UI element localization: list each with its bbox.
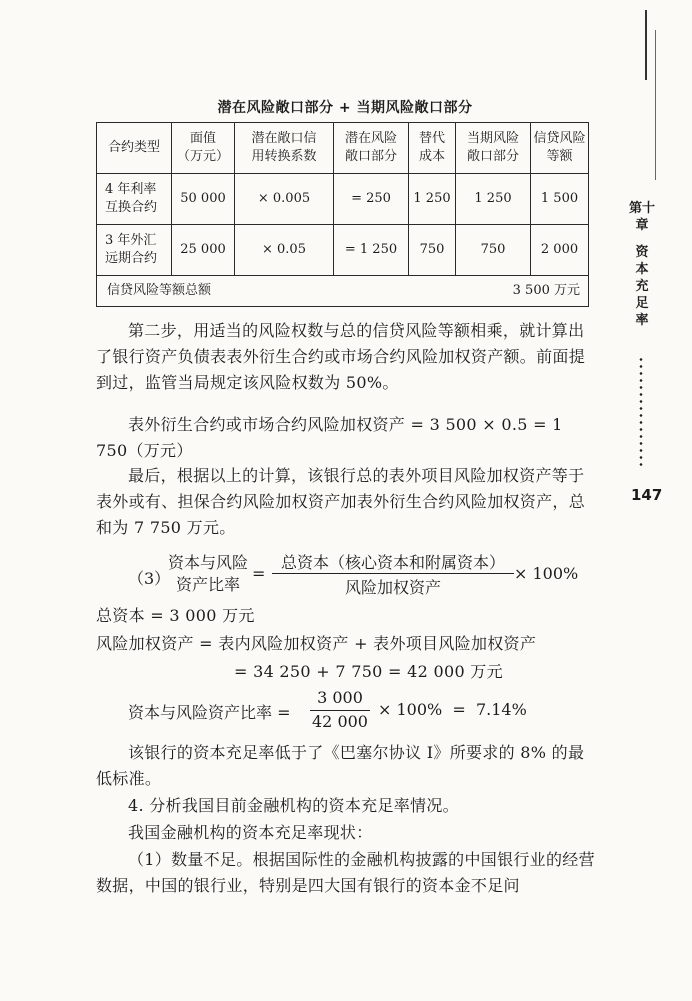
chapter-number: 第十章	[628, 201, 655, 233]
chapter-title-char: 本	[635, 262, 649, 277]
header-cell: 潜在敞口信 用转换系数	[235, 123, 334, 174]
table-cell: × 0.05	[235, 225, 334, 276]
paragraph-conclusion: 该银行的资本充足率低于了《巴塞尔协议 Ⅰ》所要求的 8% 的最低标准。	[96, 743, 585, 788]
header-cell: 面值 （万元）	[172, 123, 235, 174]
contract-type-cell: 3 年外汇 远期合约	[97, 225, 172, 276]
ratio-result: × 100% = 7.14%	[378, 700, 527, 719]
table-total-row	[97, 276, 589, 307]
total-capital-line: 总资本 = 3 000 万元	[96, 606, 255, 625]
table-caption: 潜在风险敞口部分 + 当期风险敞口部分	[217, 100, 473, 116]
table-cell: 750	[409, 225, 456, 276]
header-cell: 合约类型	[97, 123, 172, 174]
page-number: 147	[631, 486, 663, 504]
table-cell: 1 500	[531, 174, 589, 225]
formula-left-top: 资本与风险	[167, 553, 248, 572]
table-cell: = 1 250	[334, 225, 409, 276]
header-cell: 当期风险 敞口部分	[456, 123, 531, 174]
total-value-cell: 3 500 万元	[409, 276, 589, 307]
formula-percent: × 100%	[514, 564, 579, 583]
formula-left-bottom: 资产比率	[175, 575, 240, 594]
rwa-line: 风险加权资产 = 表内风险加权资产 + 表外项目风险加权资产	[96, 634, 537, 653]
header-cell: 替代 成本	[409, 123, 456, 174]
paragraph-finally: 最后，根据以上的计算，该银行总的表外项目风险加权资产等于表外或有、担保合约风险加权资产加表外衍生合约风险加权资产，总和为 7 750 万元。	[96, 466, 586, 537]
chapter-title-char: 资	[635, 245, 649, 260]
rwa-sum-line: = 34 250 + 7 750 = 42 000 万元	[234, 662, 503, 681]
contract-type-cell: 4 年利率 互换合约	[97, 174, 172, 225]
formula-label: （3）	[128, 569, 171, 588]
margin-rule-line	[645, 10, 647, 80]
table-cell: 50 000	[172, 174, 235, 225]
table-cell: 25 000	[172, 225, 235, 276]
header-cell: 潜在风险 敞口部分	[334, 123, 409, 174]
formula-equals: =	[252, 564, 266, 583]
formula-numerator: 总资本（核心资本和附属资本）	[280, 553, 505, 572]
table-cell: 1 250	[456, 174, 531, 225]
fraction-bar	[310, 710, 370, 711]
formula-left-term	[158, 552, 258, 596]
chapter-side-label	[628, 200, 656, 329]
dotted-leader	[638, 356, 644, 468]
total-label-cell: 信贷风险等额总额	[97, 276, 409, 307]
credit-risk-table	[96, 122, 589, 307]
paragraph-offbalance-rwa: 表外衍生合约或市场合约风险加权资产 = 3 500 × 0.5 = 1 750（万元）	[96, 415, 563, 460]
table-cell: 750	[456, 225, 531, 276]
chapter-title-char: 足	[635, 296, 649, 311]
paragraph-step-two: 第二步，用适当的风险权数与总的信贷风险等额相乘，就计算出了银行资产负债表表外衍生合约或市场合约风险加权资产额。前面提到过，监管当局规定该风险权数为 50%。	[96, 321, 586, 392]
chapter-title-char: 充	[635, 279, 649, 294]
table-row	[97, 225, 589, 276]
ratio-denominator: 42 000	[312, 712, 368, 731]
table-cell: = 250	[334, 174, 409, 225]
table-cell: 2 000	[531, 225, 589, 276]
table-header-row	[97, 123, 589, 174]
chapter-title-char: 率	[635, 313, 649, 328]
paragraph-insufficient: （1）数量不足。根据国际性的金融机构披露的中国银行业的经营数据，中国的银行业，特别是四大国有银行的资本金不足问	[96, 850, 595, 895]
header-cell: 信贷风险 等额	[531, 123, 589, 174]
ratio-label: 资本与风险资产比率 =	[128, 703, 291, 722]
margin-rule-line	[655, 30, 656, 180]
table-row	[97, 174, 589, 225]
table-cell: × 0.005	[235, 174, 334, 225]
paragraph-question-four: 4. 分析我国目前金融机构的资本充足率情况。	[128, 796, 459, 815]
formula-denominator: 风险加权资产	[344, 578, 441, 597]
fraction-bar	[272, 573, 514, 574]
paragraph-status: 我国金融机构的资本充足率现状：	[128, 823, 373, 842]
ratio-numerator: 3 000	[317, 688, 363, 707]
table-cell: 1 250	[409, 174, 456, 225]
